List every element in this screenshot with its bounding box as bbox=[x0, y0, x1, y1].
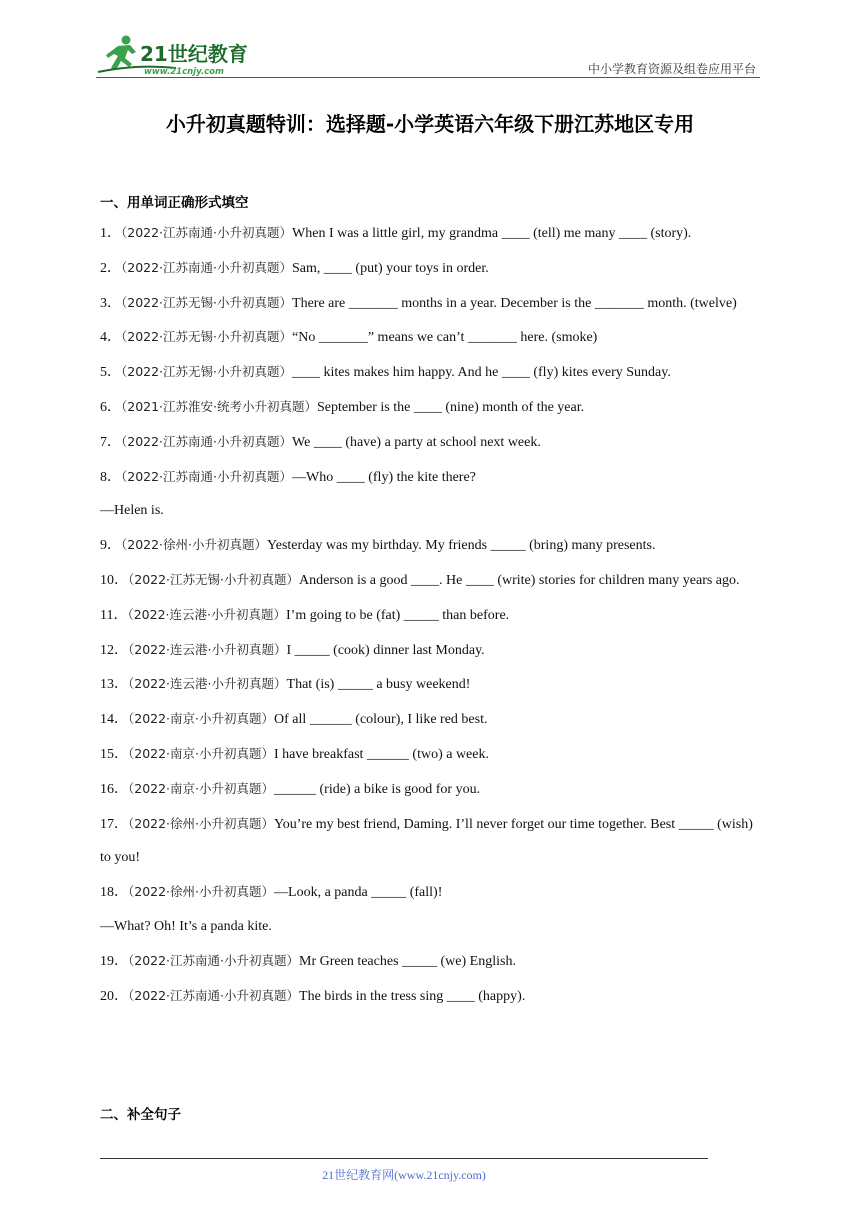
question-source: （2022·江苏无锡·小升初真题） bbox=[121, 329, 293, 345]
question-source: （2022·连云港·小升初真题） bbox=[128, 676, 287, 692]
question-number: 3． bbox=[100, 295, 121, 311]
question-source: （2022·江苏无锡·小升初真题） bbox=[121, 294, 293, 310]
footer-divider bbox=[100, 1158, 708, 1159]
question-text: “No _______” means we can’t _______ here. (smoke) bbox=[292, 330, 598, 346]
question-text: Yesterday was my birthday. My friends _____ (bring) many presents. bbox=[267, 538, 656, 554]
question-text: We ____ (have) a party at school next week. bbox=[292, 434, 541, 450]
question-item bbox=[100, 355, 765, 390]
question-number: 10． bbox=[100, 572, 128, 588]
question-number: 16． bbox=[100, 781, 128, 797]
question-item bbox=[100, 390, 765, 425]
question-item bbox=[100, 320, 765, 355]
question-item bbox=[100, 702, 765, 737]
question-item bbox=[100, 598, 765, 633]
question-text: When I was a little girl, my grandma ____ (tell) me many ____ (story). bbox=[292, 226, 692, 241]
question-item bbox=[100, 667, 765, 702]
question-source: （2022·徐州·小升初真题） bbox=[128, 884, 275, 900]
question-answer-line: —What? Oh! It’s a panda kite. bbox=[100, 918, 272, 934]
question-text: You’re my best friend, Daming. I’ll never forget our time together. Best _____ (wish) to you! bbox=[100, 816, 753, 866]
question-text: Mr Green teaches _____ (we) English. bbox=[299, 953, 516, 969]
question-text: That (is) _____ a busy weekend! bbox=[286, 677, 471, 693]
question-text: There are _______ months in a year. December is the _______ month. (twelve) bbox=[292, 295, 737, 311]
question-source: （2022·南京·小升初真题） bbox=[128, 780, 275, 796]
question-item bbox=[100, 737, 765, 772]
header-divider bbox=[96, 77, 760, 78]
question-source: （2022·徐州·小升初真题） bbox=[128, 815, 275, 831]
question-source: （2022·江苏南通·小升初真题） bbox=[121, 468, 293, 484]
question-number: 7． bbox=[100, 434, 121, 450]
question-number: 11． bbox=[100, 607, 128, 623]
section-heading-1: 一、用单词正确形式填空 bbox=[100, 195, 249, 211]
question-number: 19． bbox=[100, 953, 128, 969]
question-item bbox=[100, 425, 765, 460]
question-item bbox=[100, 807, 765, 876]
question-source: （2022·徐州·小升初真题） bbox=[121, 537, 268, 553]
question-text: ____ kites makes him happy. And he ____ (fly) kites every Sunday. bbox=[292, 365, 671, 381]
page-title: 小升初真题特训：选择题-小学英语六年级下册江苏地区专用 bbox=[165, 112, 695, 136]
question-text: Of all ______ (colour), I like red best. bbox=[274, 712, 488, 728]
question-text: Anderson is a good ____. He ____ (write) stories for children many years ago. bbox=[299, 572, 740, 588]
question-item bbox=[100, 460, 765, 495]
question-item bbox=[100, 944, 765, 979]
question-number: 8． bbox=[100, 469, 121, 485]
question-number: 5． bbox=[100, 365, 121, 381]
question-number: 15． bbox=[100, 746, 128, 762]
section-heading-2: 二、补全句子 bbox=[100, 1107, 181, 1123]
question-item bbox=[100, 216, 765, 251]
question-source: （2022·连云港·小升初真题） bbox=[128, 641, 287, 657]
question-source: （2022·南京·小升初真题） bbox=[128, 745, 275, 761]
question-text: —Look, a panda _____ (fall)! bbox=[274, 885, 443, 901]
question-item bbox=[100, 528, 765, 563]
question-number: 18． bbox=[100, 885, 128, 901]
question-item bbox=[100, 563, 765, 598]
question-item bbox=[100, 251, 765, 286]
question-source: （2022·江苏南通·小升初真题） bbox=[121, 433, 293, 449]
question-text: Sam, ____ (put) your toys in order. bbox=[292, 260, 489, 276]
question-number: 1． bbox=[100, 226, 121, 241]
question-item bbox=[100, 979, 765, 1014]
question-source: （2022·江苏无锡·小升初真题） bbox=[128, 571, 300, 587]
question-source: （2022·江苏南通·小升初真题） bbox=[128, 952, 300, 968]
question-number: 4． bbox=[100, 330, 121, 346]
question-number: 2． bbox=[100, 260, 121, 276]
question-text: The birds in the tress sing ____ (happy). bbox=[299, 988, 526, 1004]
logo-url: www.21cnjy.com bbox=[144, 67, 224, 77]
question-source: （2022·江苏无锡·小升初真题） bbox=[121, 364, 293, 380]
question-item bbox=[100, 772, 765, 807]
logo-runner-icon bbox=[96, 34, 261, 78]
question-number: 13． bbox=[100, 677, 128, 693]
question-number: 17． bbox=[100, 816, 128, 832]
question-number: 9． bbox=[100, 538, 121, 554]
site-logo[interactable] bbox=[96, 34, 261, 78]
platform-label: 中小学教育资源及组卷应用平台 bbox=[587, 62, 756, 76]
question-text: I’m going to be (fat) _____ than before. bbox=[286, 607, 510, 623]
question-item bbox=[100, 286, 765, 321]
question-source: （2022·连云港·小升初真题） bbox=[127, 606, 286, 622]
question-source: （2021·江苏淮安·统考小升初真题） bbox=[121, 398, 318, 414]
question-source: （2022·江苏南通·小升初真题） bbox=[121, 259, 293, 275]
question-answer-line: —Helen is. bbox=[100, 503, 164, 519]
question-text: ______ (ride) a bike is good for you. bbox=[274, 781, 481, 797]
question-list bbox=[100, 216, 765, 1013]
question-item bbox=[100, 633, 765, 668]
question-text: I have breakfast ______ (two) a week. bbox=[274, 746, 489, 762]
question-source: （2022·江苏南通·小升初真题） bbox=[128, 987, 300, 1003]
question-text: I _____ (cook) dinner last Monday. bbox=[286, 642, 485, 658]
question-number: 20． bbox=[100, 988, 128, 1004]
question-item bbox=[100, 875, 765, 910]
question-number: 6． bbox=[100, 399, 121, 415]
logo-text: 21世纪教育 bbox=[140, 42, 248, 66]
question-number: 14． bbox=[100, 712, 128, 728]
question-text: September is the ____ (nine) month of the year. bbox=[317, 399, 585, 415]
question-source: （2022·江苏南通·小升初真题） bbox=[121, 225, 293, 240]
question-source: （2022·南京·小升初真题） bbox=[128, 711, 275, 727]
question-number: 12． bbox=[100, 642, 128, 658]
footer-text[interactable]: 21世纪教育网(www.21cnjy.com) bbox=[322, 1168, 486, 1182]
page-header bbox=[0, 0, 860, 80]
question-text: —Who ____ (fly) the kite there? bbox=[292, 469, 476, 485]
